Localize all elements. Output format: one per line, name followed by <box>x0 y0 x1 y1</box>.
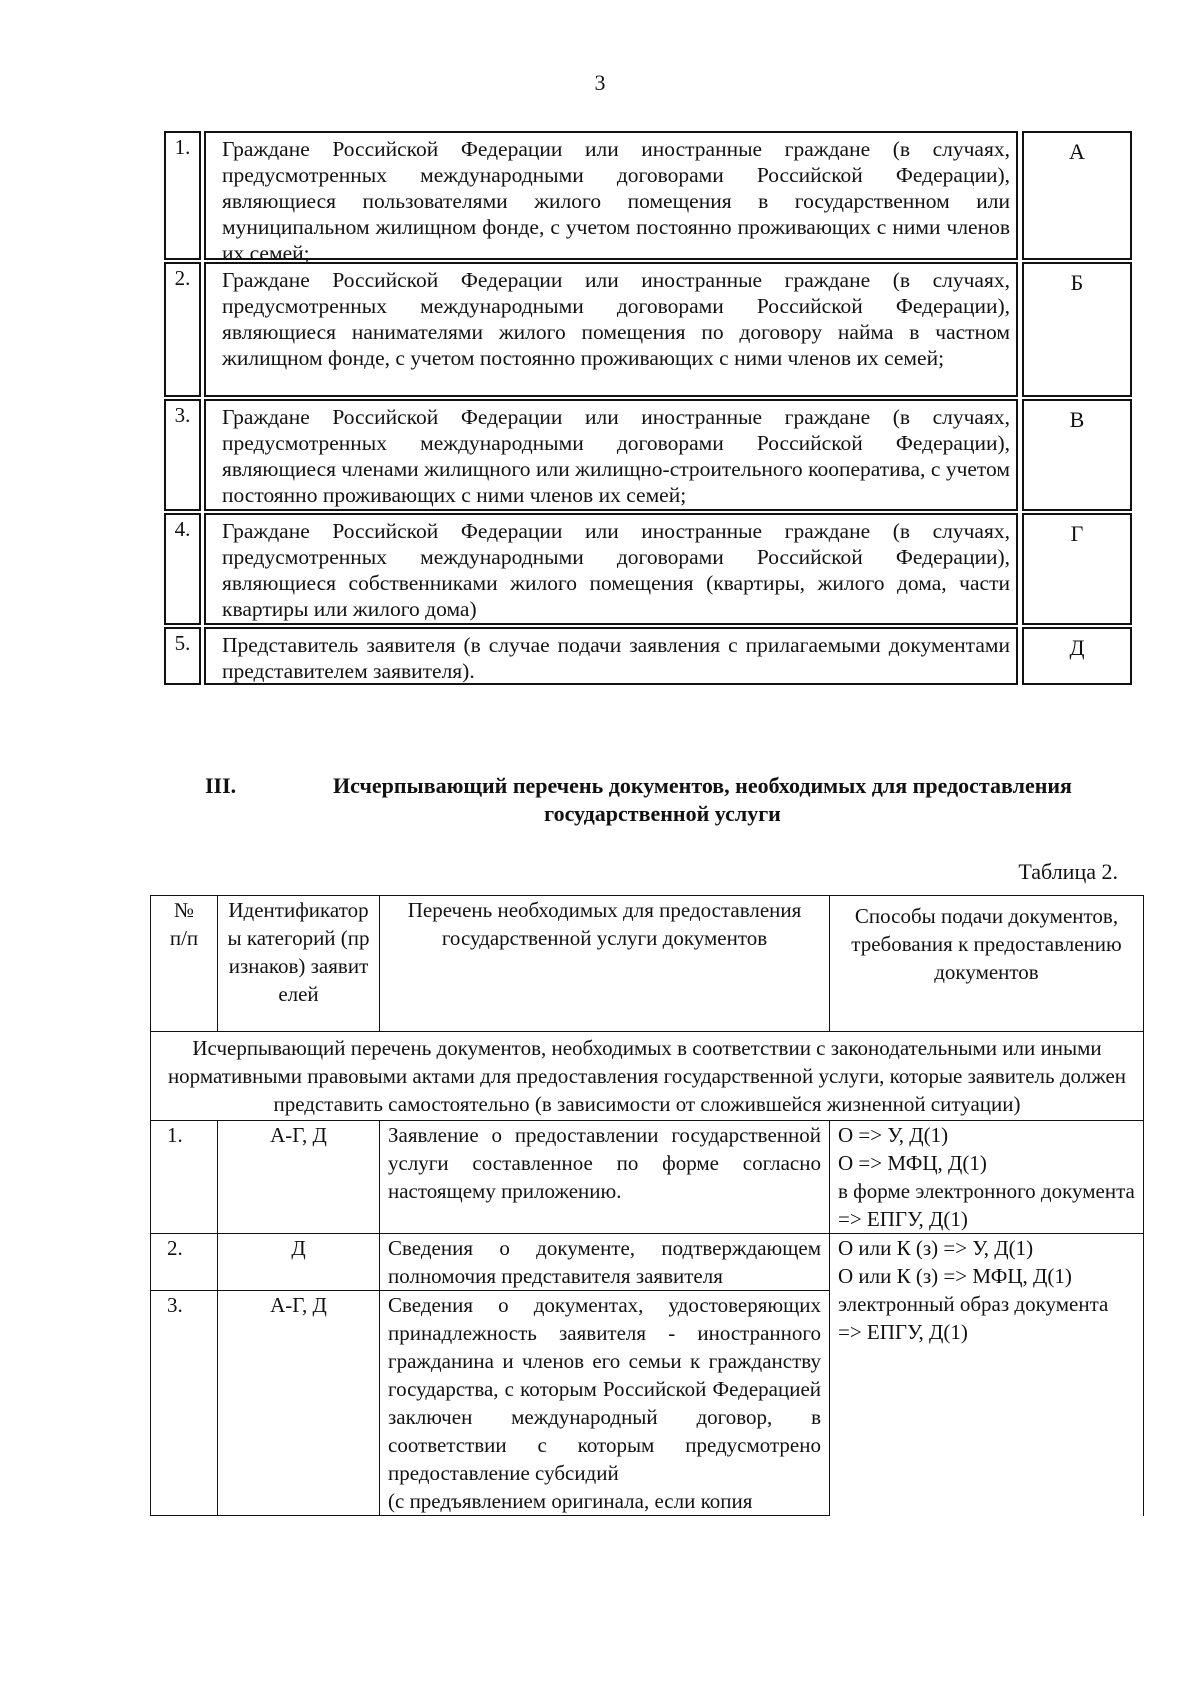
row-identifiers: Д <box>218 1234 380 1291</box>
category-description: Граждане Российской Федерации или иностранные граждане (в случаях, предусмотренных международными договорами Российской Федерации), являющиеся пользователями жилого помещения в государственном или муниципальном жилищном фонде, с учетом постоянно проживающих с ними членов их семей; <box>204 131 1018 260</box>
category-identifier: Б <box>1022 262 1132 397</box>
table-row <box>151 1121 1144 1234</box>
method-line: О => МФЦ, Д(1) <box>838 1151 987 1175</box>
row-document: Заявление о предоставлении государственной услуги составленное по форме согласно настоящему приложению. <box>380 1121 830 1234</box>
section-number: III. <box>205 773 237 798</box>
row-number: 1. <box>151 1121 218 1234</box>
method-line: электронный образ документа => ЕПГУ, Д(1) <box>838 1292 1109 1344</box>
row-document-text: Сведения о документах, удостоверяющих принадлежность заявителя - иностранного гражданина и членов его семьи к гражданству государства, с которым Российской Федерацией заключен международный договор, в соответствии с которым предусмотрено предоставление субсидий <box>388 1293 821 1485</box>
category-description: Граждане Российской Федерации или иностранные граждане (в случаях, предусмотренных международными договорами Российской Федерации), являющиеся собственниками жилого помещения (квартиры, жилого дома, части квартиры или жилого дома) <box>204 513 1018 625</box>
table-span-row <box>151 1032 1144 1121</box>
row-number: 3. <box>151 1291 218 1516</box>
category-identifier: Г <box>1022 513 1132 625</box>
row-number: 1. <box>164 131 201 260</box>
section-title-line1: Исчерпывающий перечень документов, необходимых для предоставления <box>333 773 1072 798</box>
row-number: 2. <box>164 262 201 397</box>
table-caption: Таблица 2. <box>1018 859 1118 884</box>
row-number: 5. <box>164 627 201 685</box>
table-row <box>164 513 1134 625</box>
row-number: 4. <box>164 513 201 625</box>
page-number: 3 <box>594 70 606 95</box>
method-line: О => У, Д(1) <box>838 1123 949 1147</box>
documents-list-description: Исчерпывающий перечень документов, необходимых в соответствии с законодательными или иными нормативными правовыми актами для предоставления государственной услуги, которые заявитель должен представить самостоятельно (в зависимости от сложившейся жизненной ситуации) <box>151 1032 1144 1121</box>
category-description: Граждане Российской Федерации или иностранные граждане (в случаях, предусмотренных международными договорами Российской Федерации), являющиеся нанимателями жилого помещения по договору найма в частном жилищном фонде, с учетом постоянно проживающих с ними членов их семей; <box>204 262 1018 397</box>
row-methods <box>830 1234 1144 1516</box>
documents-table <box>150 895 1144 1516</box>
row-document-continuation: (с предъявлением оригинала, если копия <box>388 1489 753 1513</box>
category-identifier: А <box>1022 131 1132 260</box>
category-identifier: Д <box>1022 627 1132 685</box>
section-heading <box>205 772 1120 828</box>
table-header-row <box>151 896 1144 1032</box>
table-row <box>164 627 1134 685</box>
method-line: О или К (з) => У, Д(1) <box>838 1236 1034 1260</box>
method-line: в форме электронного документа => ЕПГУ, Д(1) <box>838 1179 1135 1231</box>
row-identifiers: А-Г, Д <box>218 1291 380 1516</box>
category-identifier: В <box>1022 399 1132 511</box>
table-row <box>151 1234 1144 1291</box>
row-number: 3. <box>164 399 201 511</box>
category-description: Граждане Российской Федерации или иностранные граждане (в случаях, предусмотренных международными договорами Российской Федерации), являющиеся членами жилищного или жилищно-строительного кооператива, с учетом постоянно проживающих с ними членов их семей; <box>204 399 1018 511</box>
header-documents: Перечень необходимых для предоставления государственной услуги документов <box>380 896 830 1032</box>
section-title-line2: государственной услуги <box>544 801 781 826</box>
category-description: Представитель заявителя (в случае подачи заявления с прилагаемыми документами представителем заявителя). <box>204 627 1018 685</box>
row-document: Сведения о документе, подтверждающем полномочия представителя заявителя <box>380 1234 830 1291</box>
row-document <box>380 1291 830 1516</box>
table-row <box>164 131 1134 265</box>
table-row <box>164 262 1134 397</box>
header-methods: Способы подачи документов, требования к предоставлению документов <box>830 896 1144 1032</box>
row-methods <box>830 1121 1144 1234</box>
table-row <box>164 399 1134 511</box>
row-identifiers: А-Г, Д <box>218 1121 380 1234</box>
header-num: № п/п <box>151 896 218 1032</box>
row-number: 2. <box>151 1234 218 1291</box>
method-line: О или К (з) => МФЦ, Д(1) <box>838 1264 1072 1288</box>
applicant-categories-table <box>164 131 1134 687</box>
header-identifiers: Идентификаторы категорий (признаков) заявителей <box>218 896 380 1032</box>
